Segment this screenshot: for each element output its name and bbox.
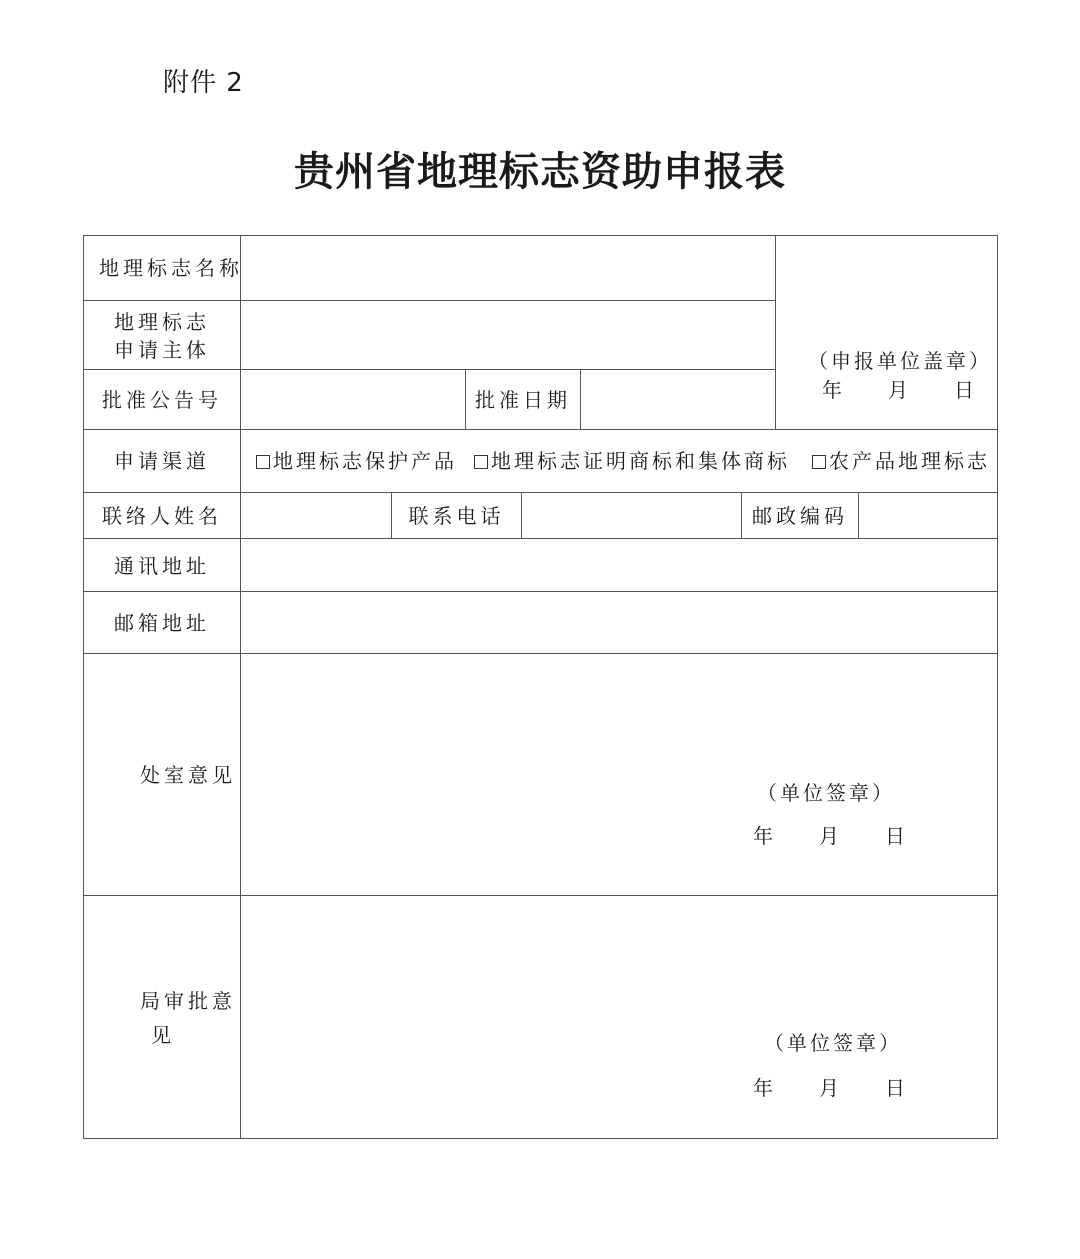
applicant-label-line1: 地理标志 xyxy=(114,310,210,334)
approval-date-field[interactable] xyxy=(582,371,774,428)
table-border-right xyxy=(997,235,998,1139)
table-border-top xyxy=(83,235,998,236)
postcode-label-right-line xyxy=(858,492,859,539)
email-label: 邮箱地址 xyxy=(114,611,210,635)
checkbox-icon[interactable] xyxy=(256,455,270,469)
row-line-2 xyxy=(83,369,776,370)
seal-date: 年 月 日 xyxy=(822,378,976,402)
channel-option-protected-product[interactable] xyxy=(256,447,457,475)
seal-label: （申报单位盖章） xyxy=(808,349,992,373)
contact-name-field[interactable] xyxy=(242,494,390,537)
applicant-label-line2: 申请主体 xyxy=(114,338,210,362)
announcement-no-label: 批准公告号 xyxy=(102,388,222,412)
row-line-6 xyxy=(83,591,998,592)
email-field[interactable] xyxy=(242,593,996,652)
approval-date-label: 批准日期 xyxy=(475,388,571,412)
checkbox-icon[interactable] xyxy=(474,455,488,469)
row-line-5 xyxy=(83,538,998,539)
row-line-3 xyxy=(83,429,998,430)
address-field[interactable] xyxy=(242,540,996,590)
phone-field[interactable] xyxy=(523,494,740,537)
phone-label: 联系电话 xyxy=(408,504,505,528)
phone-label-right-line xyxy=(521,492,522,539)
seal-column-line xyxy=(775,235,776,430)
bureau-signature: （单位签章） xyxy=(764,1031,902,1055)
channel-option-label: 农产品地理标志 xyxy=(829,449,990,473)
attachment-number: 附件 2 xyxy=(163,68,244,98)
checkbox-icon[interactable] xyxy=(812,455,826,469)
dept-opinion-label: 处室意见 xyxy=(140,763,236,787)
label-column-line xyxy=(240,235,241,1139)
dept-date: 年 月 日 xyxy=(753,824,907,848)
dept-opinion-field[interactable] xyxy=(242,655,996,894)
bureau-opinion-label-line2: 见 xyxy=(151,1023,175,1047)
postcode-field[interactable] xyxy=(860,494,996,537)
row-line-4 xyxy=(83,492,998,493)
page-title: 贵州省地理标志资助申报表 xyxy=(294,148,786,195)
bureau-date: 年 月 日 xyxy=(753,1076,907,1100)
applicant-field[interactable] xyxy=(242,302,774,368)
row-line-8 xyxy=(83,895,998,896)
channel-option-label: 地理标志证明商标和集体商标 xyxy=(491,449,790,473)
row-line-7 xyxy=(83,653,998,654)
contact-name-label: 联络人姓名 xyxy=(102,504,222,528)
dept-signature: （单位签章） xyxy=(757,781,895,805)
channel-option-agricultural-gi[interactable] xyxy=(812,447,990,475)
channel-option-certification-mark[interactable] xyxy=(474,447,790,475)
channel-label: 申请渠道 xyxy=(114,449,210,473)
gi-name-field[interactable] xyxy=(242,237,774,299)
bureau-opinion-label-line1: 局审批意 xyxy=(140,989,236,1013)
address-label: 通讯地址 xyxy=(114,554,210,578)
channel-option-label: 地理标志保护产品 xyxy=(273,449,457,473)
row-line-1 xyxy=(83,300,776,301)
gi-name-label: 地理标志名称 xyxy=(99,256,243,280)
postcode-label: 邮政编码 xyxy=(752,504,848,528)
announcement-no-field[interactable] xyxy=(242,371,464,428)
table-border-left xyxy=(83,235,84,1139)
date-label-right-line xyxy=(580,369,581,430)
table-border-bottom xyxy=(83,1138,998,1139)
